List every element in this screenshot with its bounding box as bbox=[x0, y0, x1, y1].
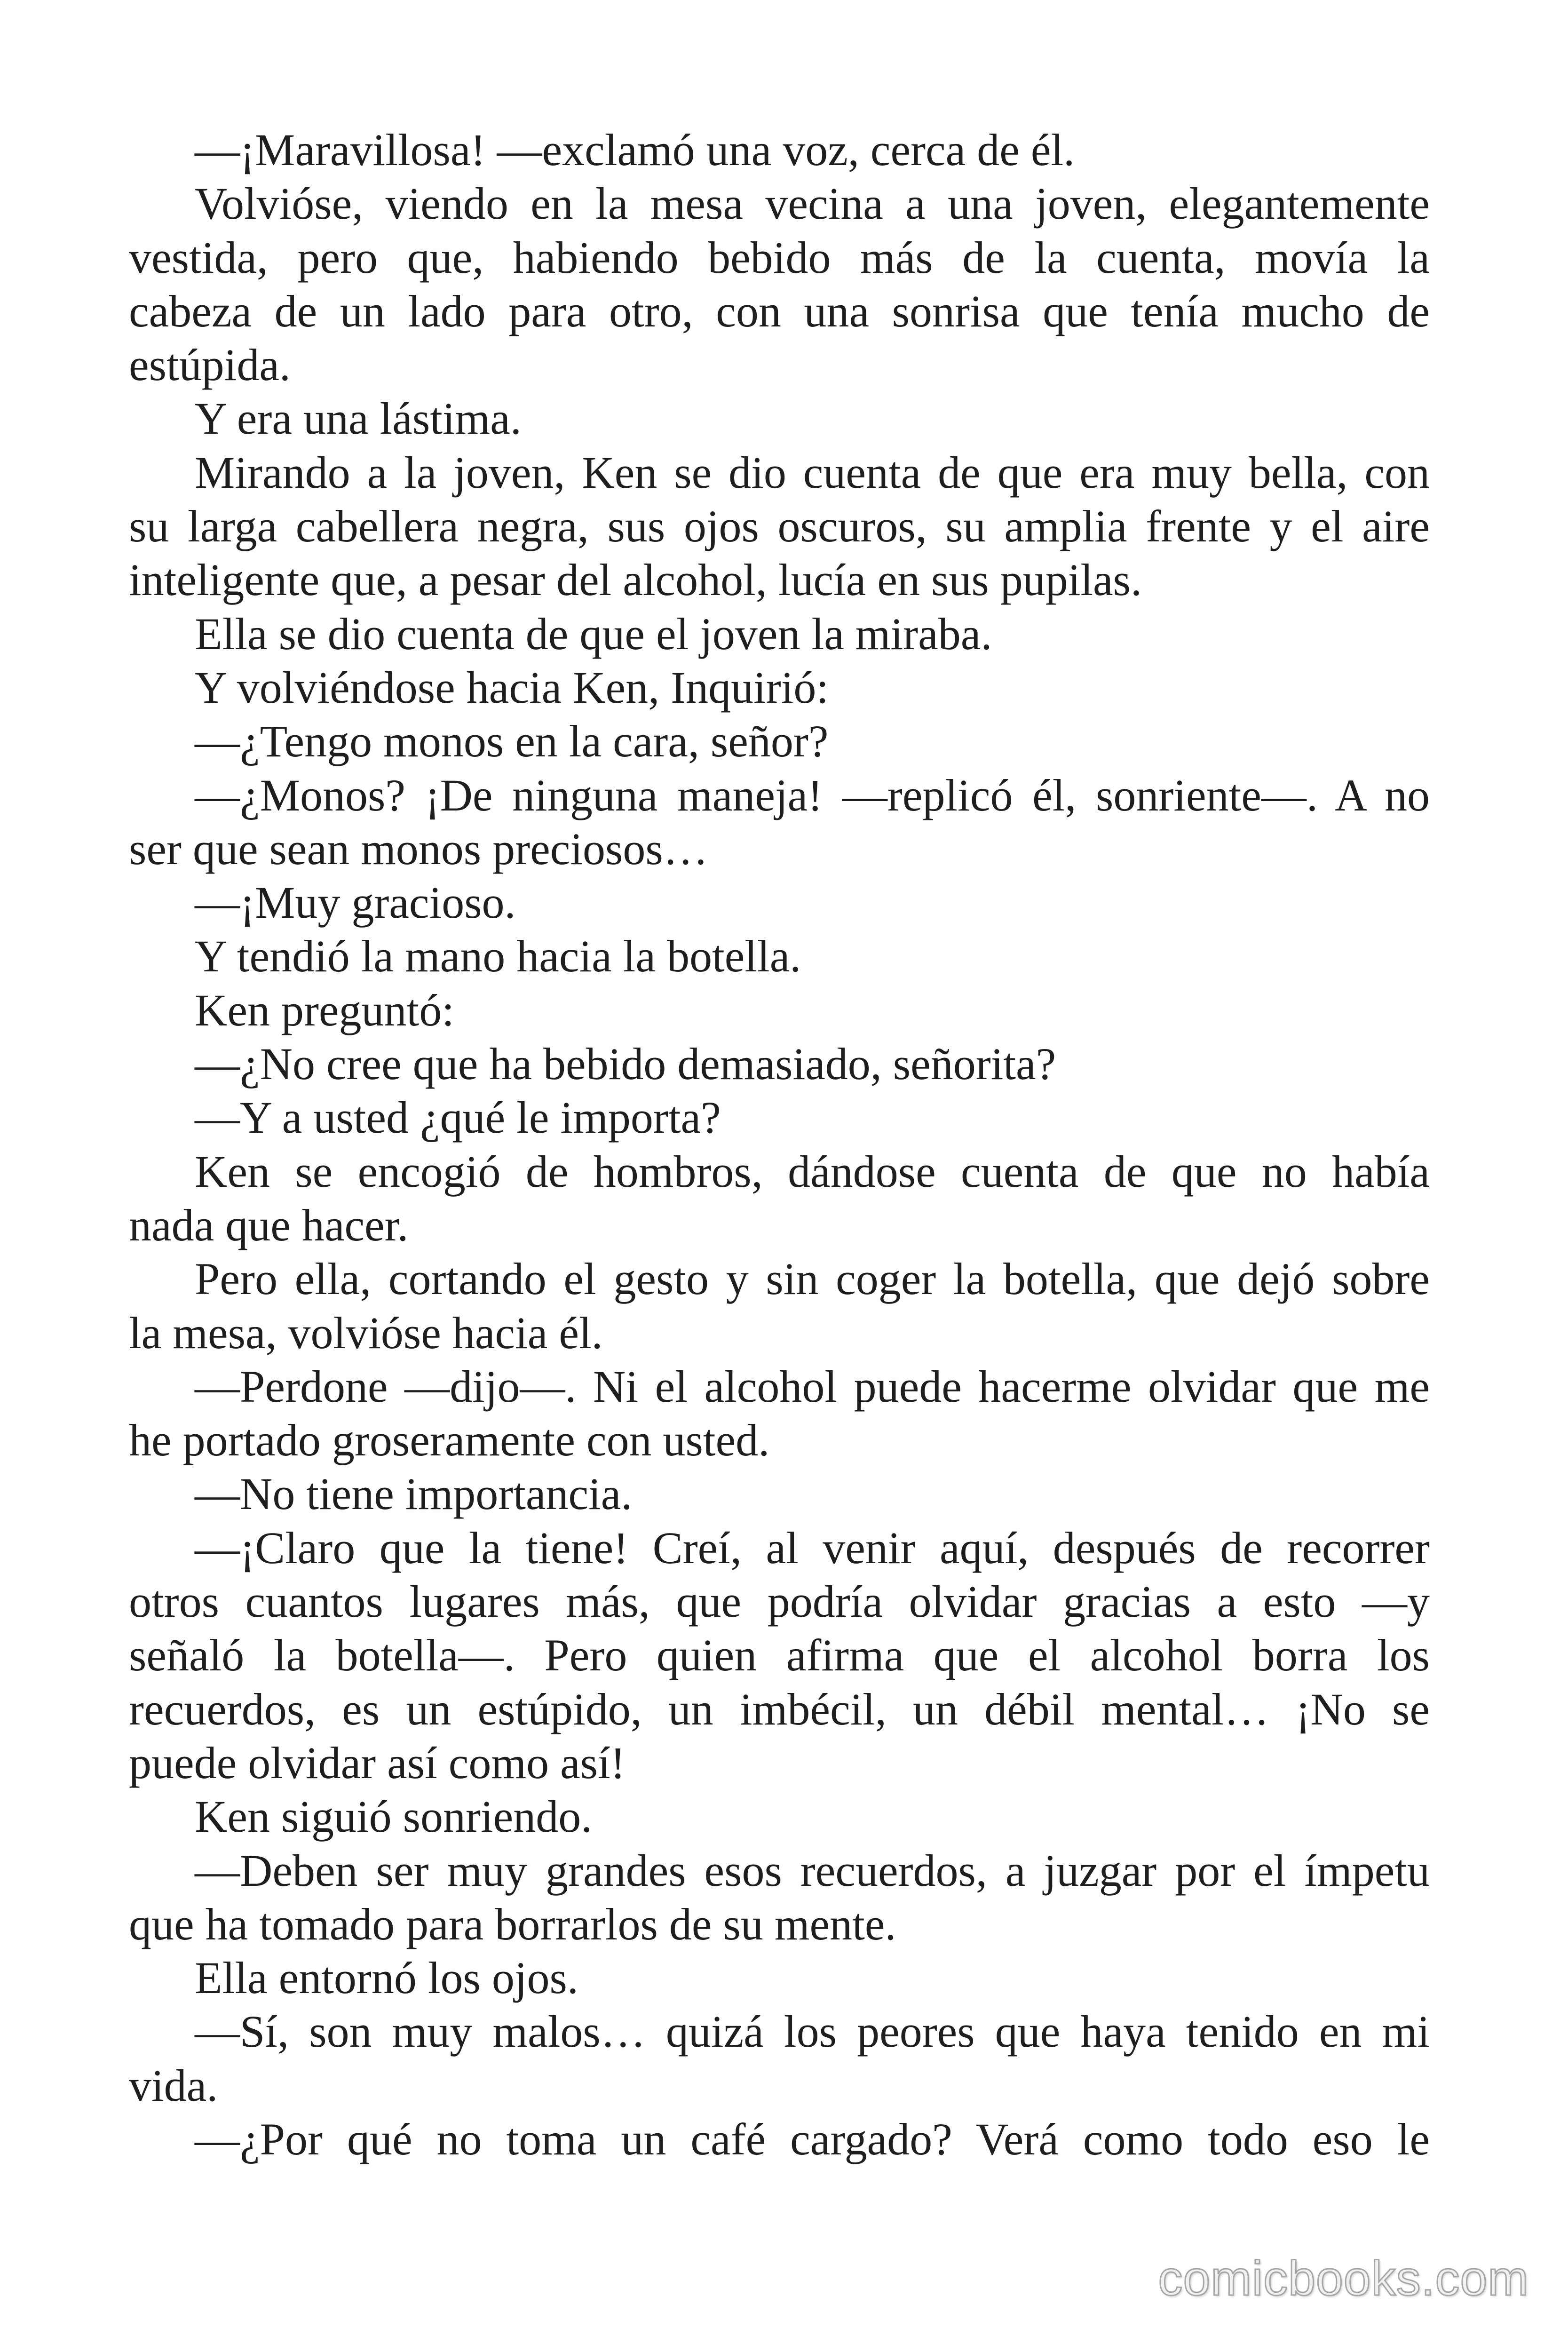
text-line: ser que sean monos preciosos… bbox=[129, 823, 708, 874]
paragraph bbox=[129, 715, 1430, 768]
text-line: —¿Monos? ¡De ninguna maneja! —replicó él, sonriente—. A no bbox=[195, 770, 1430, 820]
text-line: Y volviéndose hacia Ken, Inquirió: bbox=[195, 662, 829, 713]
paragraph bbox=[129, 607, 1430, 661]
paragraph bbox=[129, 1844, 1430, 1952]
text-line: otros cuantos lugares más, que podría olvidar gracias a esto —y bbox=[129, 1576, 1430, 1627]
text-line: Ken se encogió de hombros, dándose cuenta de que no había bbox=[195, 1146, 1430, 1197]
text-line: —¿Tengo monos en la cara, señor? bbox=[195, 716, 829, 767]
text-line: Volvióse, viendo en la mesa vecina a una joven, elegantemente bbox=[195, 178, 1430, 229]
text-line: —Perdone —dijo—. Ni el alcohol puede hacerme olvidar que me bbox=[195, 1361, 1430, 1412]
paragraph bbox=[129, 1037, 1430, 1091]
paragraph bbox=[129, 177, 1430, 392]
paragraph bbox=[129, 392, 1430, 445]
paragraph bbox=[129, 769, 1430, 876]
text-line: Y era una lástima. bbox=[195, 393, 522, 444]
text-line: —No tiene importancia. bbox=[195, 1469, 633, 1519]
paragraph bbox=[129, 1091, 1430, 1144]
text-line: he portado groseramente con usted. bbox=[129, 1415, 770, 1466]
text-line: señaló la botella—. Pero quien afirma que el alcohol borra los bbox=[129, 1630, 1430, 1681]
text-line: —Sí, son muy malos… quizá los peores que haya tenido en mi bbox=[195, 2006, 1430, 2057]
paragraph bbox=[129, 1467, 1430, 1521]
body-text bbox=[129, 123, 1430, 2166]
text-line: Y tendió la mano hacia la botella. bbox=[195, 931, 801, 982]
text-line: —¡Maravillosa! —exclamó una voz, cerca de él. bbox=[195, 125, 1075, 175]
text-line: que ha tomado para borrarlos de su mente. bbox=[129, 1899, 896, 1949]
paragraph bbox=[129, 1790, 1430, 1843]
text-line: Mirando a la joven, Ken se dio cuenta de que era muy bella, con bbox=[195, 447, 1430, 498]
paragraph bbox=[129, 123, 1430, 177]
text-line: —¡Muy gracioso. bbox=[195, 877, 516, 928]
text-line: la mesa, volvióse hacia él. bbox=[129, 1307, 603, 1358]
text-line: Ella entornó los ojos. bbox=[195, 1953, 578, 2003]
text-line: Ella se dio cuenta de que el joven la miraba. bbox=[195, 608, 992, 659]
paragraph bbox=[129, 1951, 1430, 2005]
text-line: recuerdos, es un estúpido, un imbécil, un débil mental… ¡No se bbox=[129, 1684, 1430, 1734]
text-line: —¿No cree que ha bebido demasiado, señorita? bbox=[195, 1039, 1056, 1089]
text-line: Ken siguió sonriendo. bbox=[195, 1791, 593, 1842]
paragraph bbox=[129, 1252, 1430, 1360]
paragraph bbox=[129, 1521, 1430, 1790]
paragraph bbox=[129, 1360, 1430, 1468]
paragraph bbox=[129, 1145, 1430, 1253]
paragraph bbox=[129, 930, 1430, 983]
text-line: —Y a usted ¿qué le importa? bbox=[195, 1092, 721, 1143]
text-line: vida. bbox=[129, 2060, 218, 2111]
text-line: —¿Por qué no toma un café cargado? Verá como todo eso le bbox=[195, 2114, 1430, 2164]
paragraph bbox=[129, 2113, 1430, 2166]
text-line: puede olvidar así como así! bbox=[129, 1737, 626, 1788]
paragraph bbox=[129, 2005, 1430, 2113]
paragraph bbox=[129, 661, 1430, 715]
text-line: inteligente que, a pesar del alcohol, lucía en sus pupilas. bbox=[129, 555, 1142, 605]
text-line: Ken preguntó: bbox=[195, 985, 454, 1035]
text-line: —¡Claro que la tiene! Creí, al venir aquí, después de recorrer bbox=[195, 1522, 1430, 1573]
paragraph bbox=[129, 446, 1430, 607]
paragraph bbox=[129, 876, 1430, 930]
watermark: comicbooks.com bbox=[1158, 2251, 1529, 2306]
paragraph bbox=[129, 984, 1430, 1037]
text-line: estúpida. bbox=[129, 340, 291, 390]
text-line: cabeza de un lado para otro, con una sonrisa que tenía mucho de bbox=[129, 286, 1430, 336]
text-line: Pero ella, cortando el gesto y sin coger la botella, que dejó sobre bbox=[195, 1254, 1430, 1304]
text-line: —Deben ser muy grandes esos recuerdos, a juzgar por el ímpetu bbox=[195, 1845, 1430, 1896]
text-line: nada que hacer. bbox=[129, 1200, 409, 1250]
text-line: su larga cabellera negra, sus ojos oscuros, su amplia frente y el aire bbox=[129, 501, 1430, 552]
text-line: vestida, pero que, habiendo bebido más de la cuenta, movía la bbox=[129, 232, 1430, 283]
